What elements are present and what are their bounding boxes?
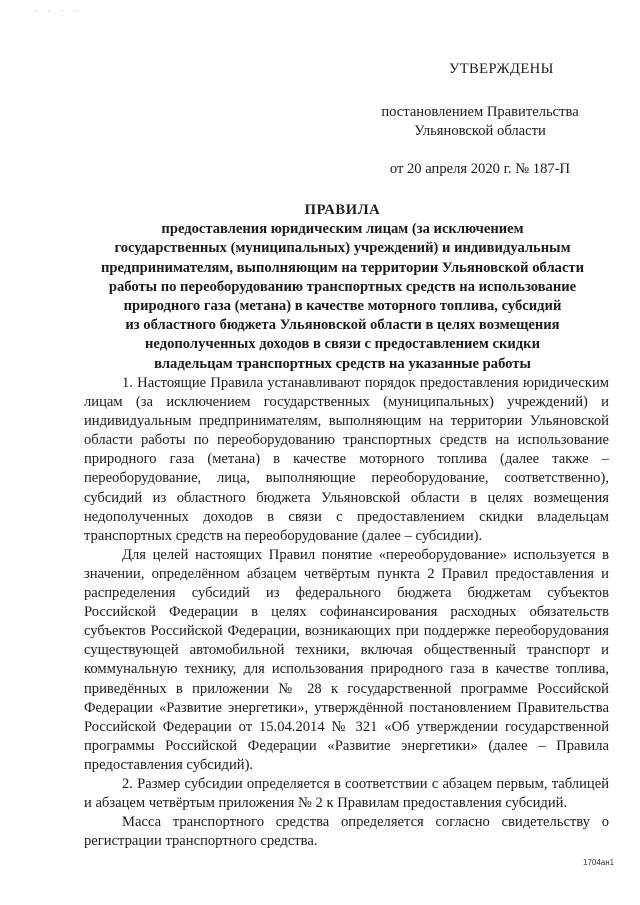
title-main: ПРАВИЛА xyxy=(304,202,381,218)
title-subtitle-line: предоставления юридическим лицам (за исключением xyxy=(161,221,524,238)
title-subtitle-line: предпринимателям, выполняющим на территории Ульяновской области xyxy=(101,259,584,276)
paragraph: 2. Размер субсидии определяется в соответствии с абзацем первым, таблицей и абзацем четвёртым приложения № 2 к Правилам предоставления субсидий. xyxy=(84,775,609,812)
title-subtitle-line: недополученных доходов в связи с предоставлением скидки xyxy=(145,336,540,353)
title-subtitle-line: владельцам транспортных средств на указанные работы xyxy=(154,355,531,372)
document-code: 1704ан1 xyxy=(583,858,615,867)
approved-heading: УТВЕРЖДЕНЫ xyxy=(449,61,554,77)
document-body xyxy=(84,374,609,851)
approval-stamp-block xyxy=(360,60,600,179)
paragraph: Для целей настоящих Правил понятие «переоборудование» используется в значении, определённом абзацем четвёртым пункта 2 Правил предоставления и распределения субсидий из федерального бюджета бюджетам субъектов Российской Федерации в целях софинансирования расходных обязательств субъектов Российской Федерации, возникающих при поддержке переоборудования существующей автомобильной техники, включая общественный транспорт и коммунальную технику, для использования природного газа в качестве топлива, приведённых в приложении № 28 к государственной программе Российской Федерации «Развитие энергетики», утверждённой постановлением Правительства Российской Федерации от 15.04.2014 № 321 «Об утверждении государственной программы Российской Федерации «Развитие энергетики» (далее – Правила предоставления субсидий). xyxy=(84,546,609,773)
approval-date-number: от 20 апреля 2020 г. № 187-П xyxy=(389,161,571,177)
title-subtitle-line: природного газа (метана) в качестве моторного топлива, субсидий xyxy=(123,298,562,315)
spacer xyxy=(360,141,600,160)
title-subtitle-line: государственных (муниципальных) учреждений) и индивидуальным xyxy=(114,240,571,257)
paragraph: Масса транспортного средства определяется согласно свидетельству о регистрации транспортного средства. xyxy=(84,814,609,850)
paragraph: 1. Настоящие Правила устанавливают порядок предоставления юридическим лицам (за исключением государственных (муниципальных) учреждений) и индивидуальным предпринимателям, выполняющим на территории Ульяновской области работы по переоборудованию транспортных средств на использование природного газа (метана) в качестве моторного топлива (далее также – переоборудование, лица, выполняющие переоборудование, соответственно), субсидий из областного бюджета Ульяновской области в целях возмещения недополученных доходов в связи с предоставлением скидки владельцам транспортных средств на переоборудование (далее – субсидии). xyxy=(84,375,609,544)
approved-by-line-1: постановлением Правительства xyxy=(381,104,579,120)
approved-by-line-2: Ульяновской области xyxy=(414,123,546,139)
scan-artifact-dots: · · · · xyxy=(34,6,81,16)
title-subtitle-line: работы по переоборудованию транспортных средств на использование xyxy=(108,278,577,295)
title-subtitle-line: из областного бюджета Ульяновской области в целях возмещения xyxy=(125,317,560,334)
document-title xyxy=(85,201,600,374)
